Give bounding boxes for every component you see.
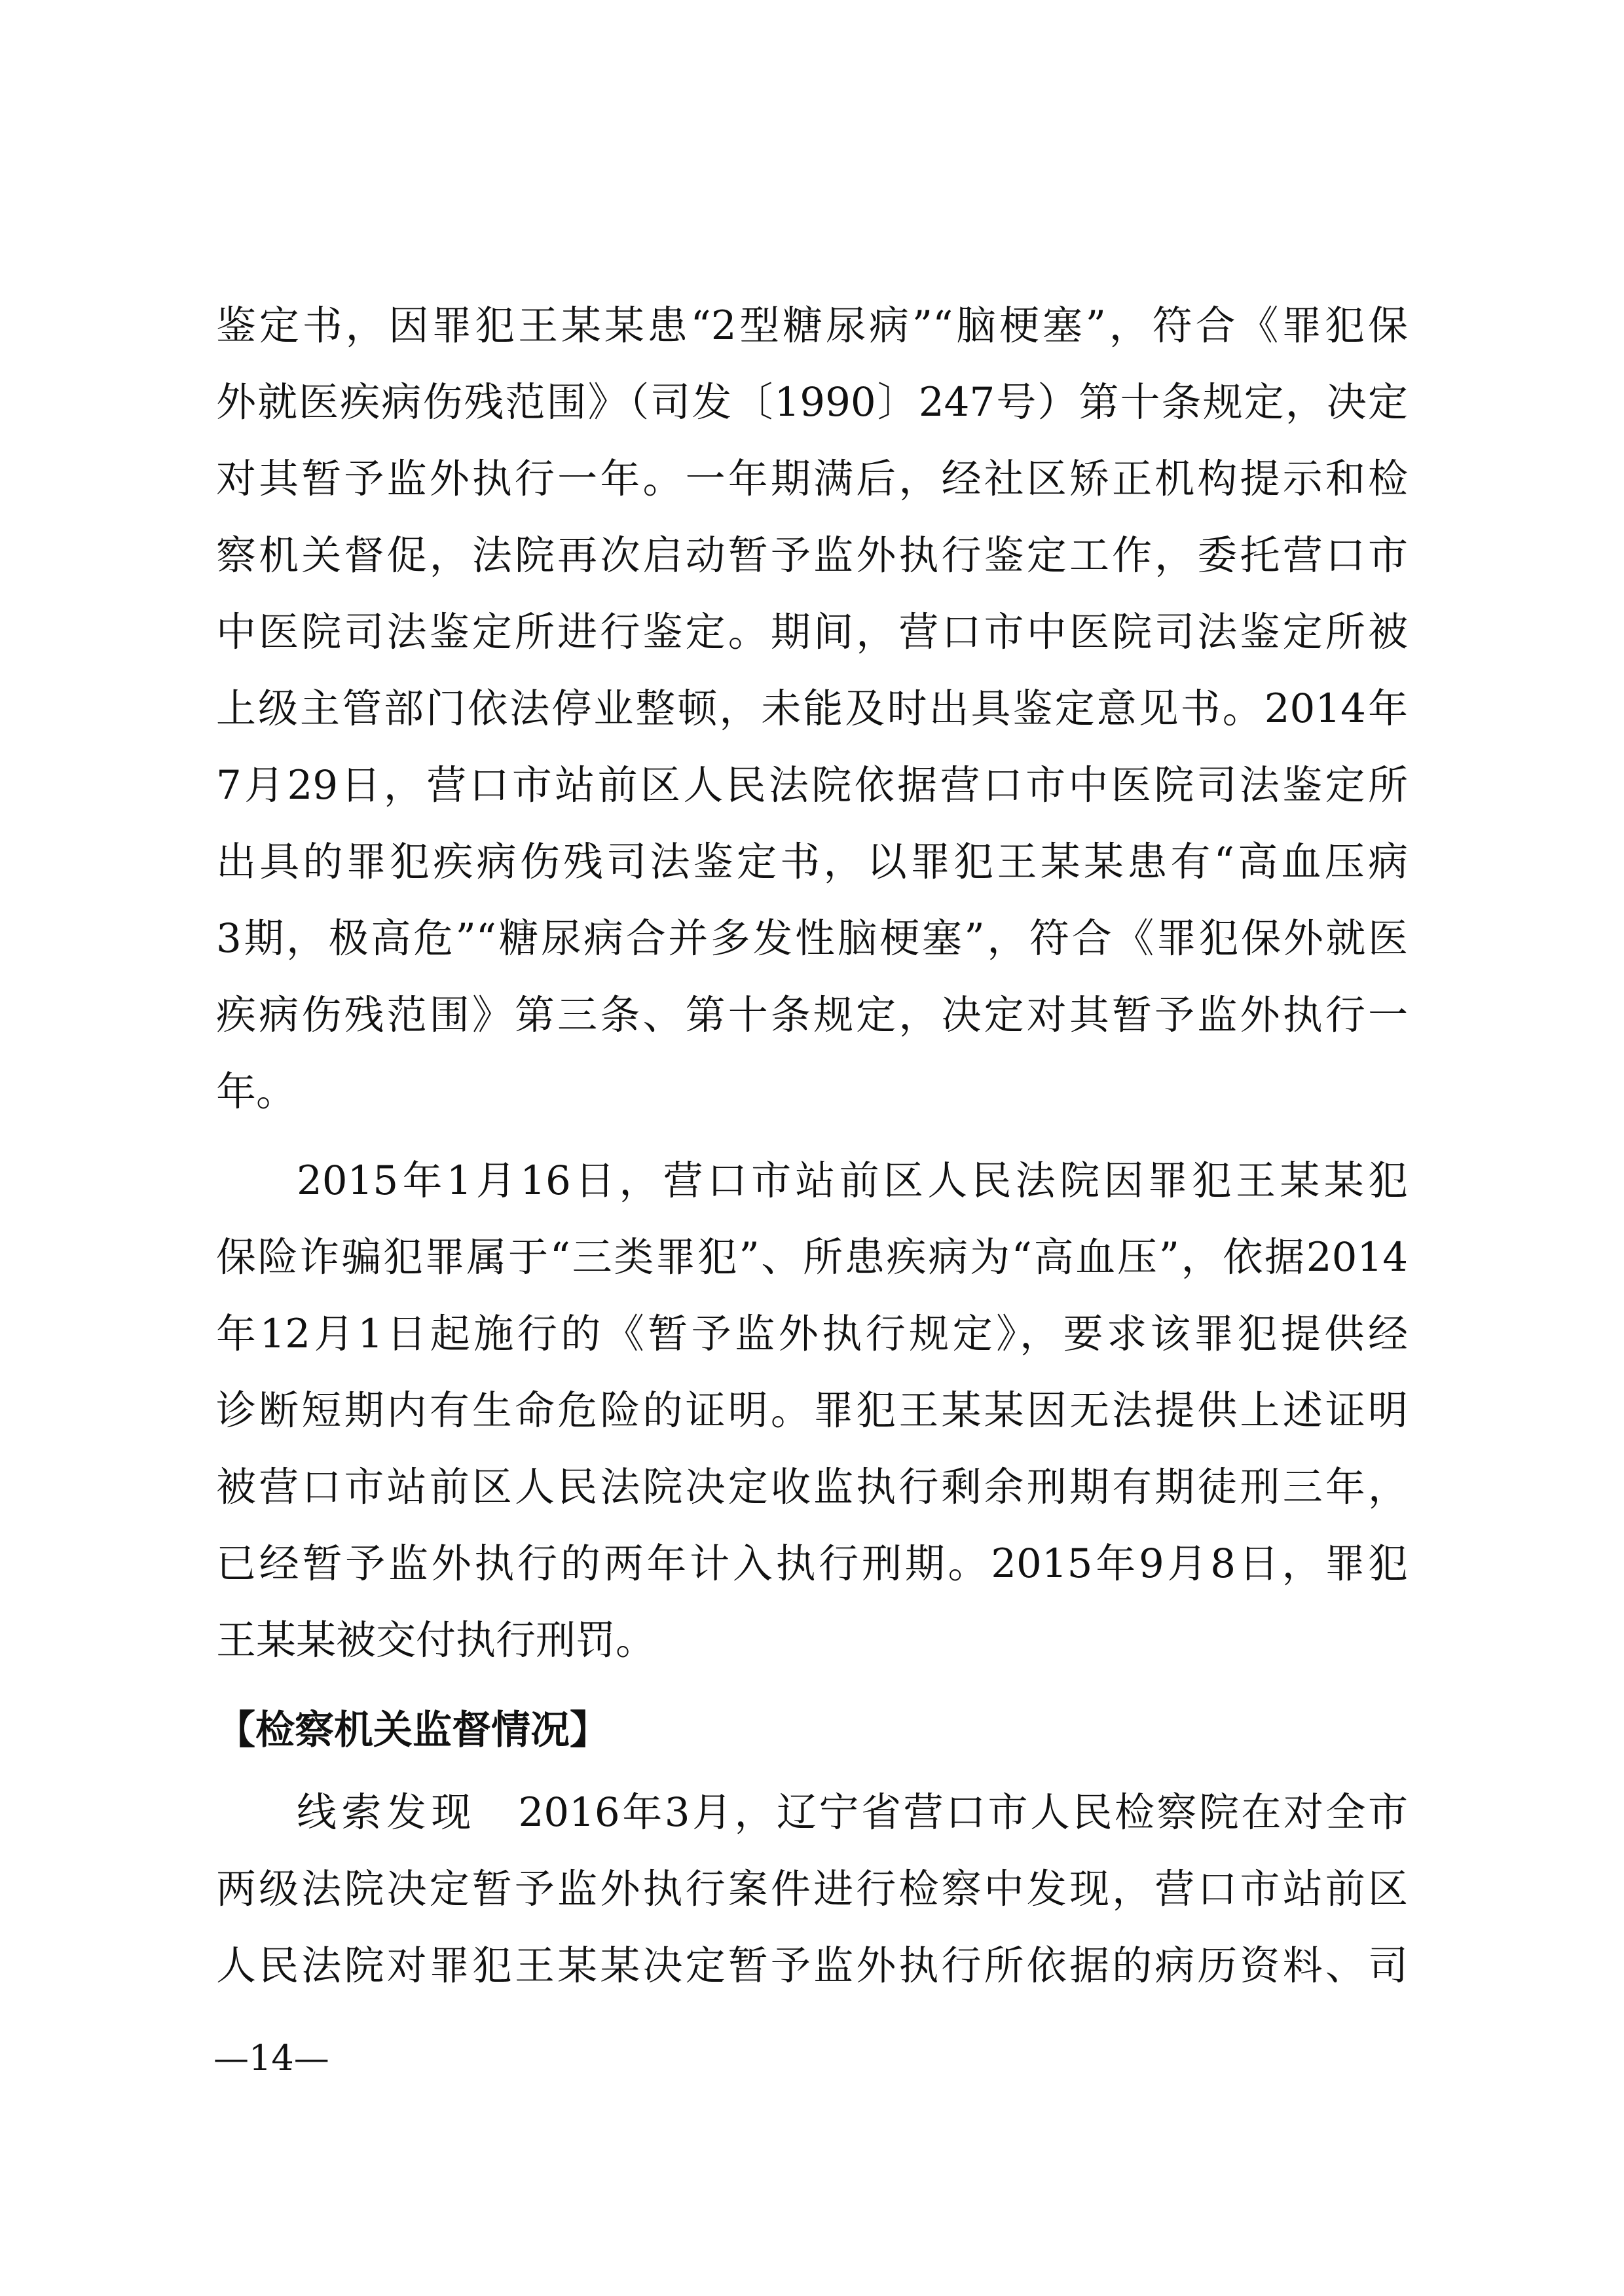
paragraph-1-line-4: 察机关督促，法院再次启动暂予监外执行鉴定工作，委托营口市 bbox=[216, 532, 1408, 579]
paragraph-2-line-7: 王某某被交付执行刑罚。 bbox=[216, 1617, 656, 1664]
paragraph-3-line-3: 人民法院对罪犯王某某决定暂予监外执行所依据的病历资料、司 bbox=[216, 1942, 1408, 1989]
paragraph-1-line-2: 外就医疾病伤残范围》（司发〔1990〕247号）第十条规定，决定 bbox=[216, 379, 1408, 426]
section-heading: 【检察机关监督情况】 bbox=[216, 1707, 609, 1753]
paragraph-2-line-3: 年12月1日起施行的《暂予监外执行规定》，要求该罪犯提供经 bbox=[216, 1311, 1408, 1357]
paragraph-1-line-8: 出具的罪犯疾病伤残司法鉴定书，以罪犯王某某患有“高血压病 bbox=[216, 839, 1408, 885]
paragraph-2-line-2: 保险诈骗犯罪属于“三类罪犯”、所患疾病为“高血压”，依据2014 bbox=[216, 1234, 1408, 1281]
paragraph-2-line-4: 诊断短期内有生命危险的证明。罪犯王某某因无法提供上述证明 bbox=[216, 1387, 1408, 1434]
paragraph-1-line-6: 上级主管部门依法停业整顿，未能及时出具鉴定意见书。2014年 bbox=[216, 685, 1408, 732]
paragraph-2-line-5: 被营口市站前区人民法院决定收监执行剩余刑期有期徒刑三年， bbox=[216, 1464, 1408, 1510]
paragraph-1-line-10: 疾病伤残范围》第三条、第十条规定，决定对其暂予监外执行一 bbox=[216, 992, 1408, 1038]
paragraph-3-lead: 线索发现 bbox=[297, 1789, 476, 1836]
paragraph-2-line-1: 2015年1月16日，营口市站前区人民法院因罪犯王某某犯 bbox=[297, 1157, 1408, 1204]
paragraph-1-line-3: 对其暂予监外执行一年。一年期满后，经社区矫正机构提示和检 bbox=[216, 456, 1408, 502]
paragraph-1-line-7: 7月29日，营口市站前区人民法院依据营口市中医院司法鉴定所 bbox=[216, 762, 1408, 809]
paragraph-2-line-6: 已经暂予监外执行的两年计入执行刑期。2015年9月8日，罪犯 bbox=[216, 1540, 1408, 1587]
paragraph-3-line-2: 两级法院决定暂予监外执行案件进行检察中发现，营口市站前区 bbox=[216, 1866, 1408, 1912]
paragraph-3-line-1-text: 2016年3月，辽宁省营口市人民检察院在对全市 bbox=[518, 1789, 1408, 1836]
paragraph-1-line-9: 3期，极高危”“糖尿病合并多发性脑梗塞”，符合《罪犯保外就医 bbox=[216, 915, 1408, 962]
page-number: —14— bbox=[213, 2037, 329, 2079]
paragraph-1-line-1: 鉴定书，因罪犯王某某患“2型糖尿病”“脑梗塞”，符合《罪犯保 bbox=[216, 302, 1408, 349]
paragraph-3-line-1 bbox=[297, 1787, 1408, 1839]
paragraph-1-line-5: 中医院司法鉴定所进行鉴定。期间，营口市中医院司法鉴定所被 bbox=[216, 609, 1408, 655]
paragraph-1-line-11: 年。 bbox=[216, 1068, 297, 1115]
